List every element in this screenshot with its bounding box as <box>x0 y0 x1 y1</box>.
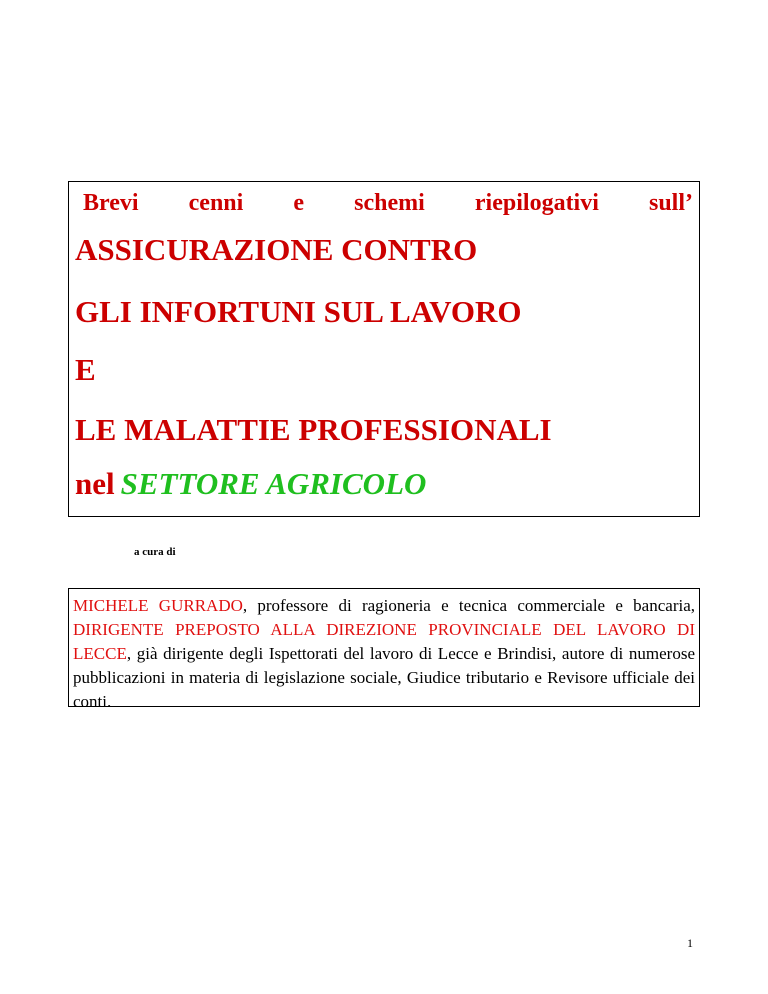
title-line-5-prefix: nel <box>75 466 115 501</box>
intro-word: sull’ <box>648 190 693 216</box>
author-description-1: , professore di ragioneria e tecnica commerciale e bancaria, <box>242 596 695 615</box>
intro-word: cenni <box>188 190 244 216</box>
title-line-1: ASSICURAZIONE CONTRO <box>75 232 478 267</box>
title-line-5 <box>75 466 426 502</box>
intro-word: Brevi <box>83 190 139 216</box>
author-name: MICHELE GURRADO <box>73 596 243 615</box>
title-line-2: GLI INFORTUNI SUL LAVORO <box>75 294 522 329</box>
curator-label: a cura di <box>134 546 176 558</box>
intro-word: e <box>293 190 305 216</box>
author-role: DIRIGENTE PREPOSTO ALLA DIREZIONE PROVINCIALE DEL LAVORO DI LECCE <box>73 620 695 663</box>
title-box <box>68 181 700 517</box>
intro-line <box>83 188 693 218</box>
author-box <box>68 588 700 711</box>
page-number: 1 <box>687 936 693 950</box>
author-description-2: , già dirigente degli Ispettorati del lavoro di Lecce e Brindisi, autore di numerose pubblicazioni in materia di legislazione sociale, Giudice tributario e Revisore ufficiale dei conti. <box>73 644 695 711</box>
intro-word: schemi <box>354 190 425 216</box>
title-line-3: E <box>75 352 96 387</box>
title-line-4: LE MALATTIE PROFESSIONALI <box>75 412 552 447</box>
sector-highlight: SETTORE AGRICOLO <box>120 466 427 501</box>
intro-word: riepilogativi <box>474 190 599 216</box>
